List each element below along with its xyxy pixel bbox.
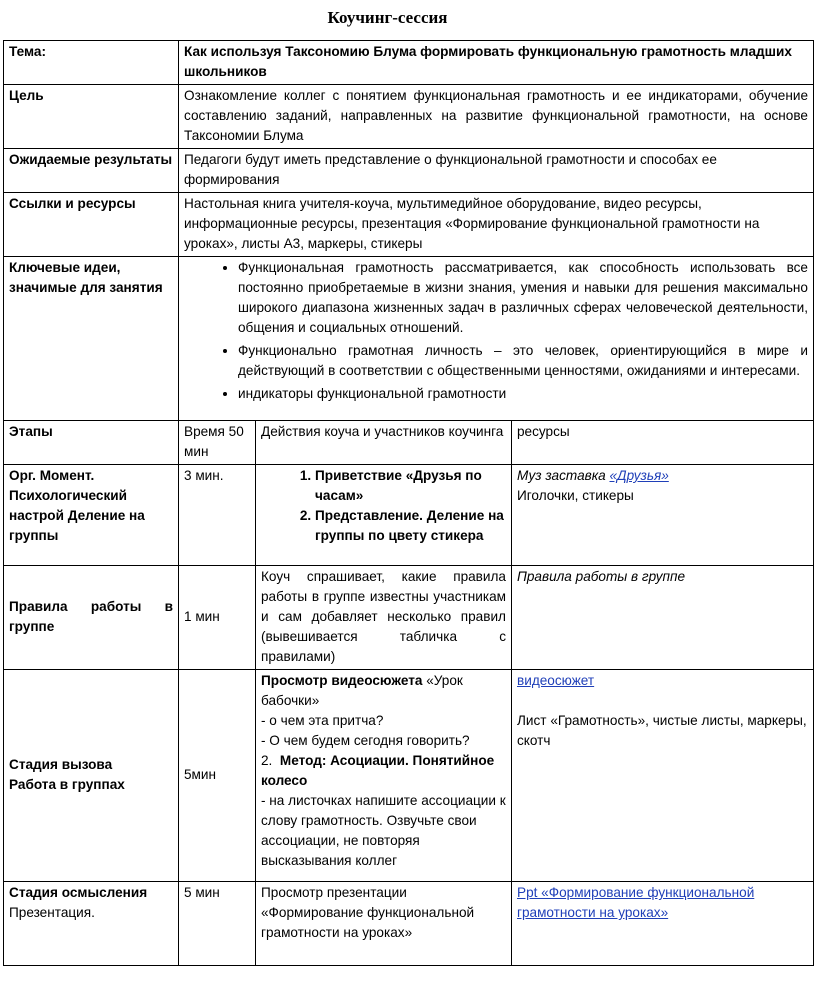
stages-header-resources: ресурсы	[512, 421, 814, 465]
resource-text: Лист «Грамотность», чистые листы, маркеры, скотч	[517, 713, 807, 748]
stage-line: Работа в группах	[9, 777, 125, 792]
stage-cell: Орг. Момент. Психологический настрой Деление на группы	[4, 465, 179, 566]
table-row	[4, 882, 814, 966]
action-heading: Метод: Асоциации. Понятийное колесо	[261, 753, 495, 788]
stage-line: Стадия вызова	[9, 757, 113, 772]
list-item: 2. Представление. Деление на группы по цвету стикера	[315, 506, 506, 546]
time-cell: 5мин	[179, 670, 256, 882]
stages-header-row	[4, 421, 814, 465]
stage-subtitle: Презентация.	[9, 905, 95, 920]
stages-header-time: Время 50 мин	[179, 421, 256, 465]
goal-value: Ознакомление коллег с понятием функциональная грамотность и ее индикаторами, обучение составлению заданий, направленных на развитие функциональной грамотности, на основе Таксономии Блума	[179, 85, 814, 149]
action-text: «Урок бабочки»	[261, 673, 463, 708]
topic-label: Тема:	[4, 41, 179, 85]
video-link[interactable]: видеосюжет	[517, 673, 595, 688]
goal-label: Цель	[4, 85, 179, 149]
table-row	[4, 670, 814, 882]
key-ideas-list	[184, 258, 808, 404]
actions-cell: Коуч спрашивает, какие правила работы в группе известны участникам и сам добавляет несколько правил (вывешивается табличка с правилами)	[256, 566, 512, 670]
resources-value: Настольная книга учителя-коуча, мультимедийное оборудование, видео ресурсы, информационные ресурсы, презентация «Формирование функциональной грамотности на уроках», листы А3, маркеры, стикеры	[179, 193, 814, 257]
action-text: - на листочках напишите ассоциации к слову грамотность. Озвучьте свои ассоциации, не повторяя высказывания коллег	[261, 793, 506, 868]
page-title: Коучинг-сессия	[327, 8, 448, 27]
time-cell: 1 мин	[179, 566, 256, 670]
coaching-session-table	[3, 40, 814, 966]
list-item: 1. Приветствие «Друзья по часам»	[315, 466, 506, 506]
list-item: • индикаторы функциональной грамотности	[238, 384, 808, 404]
resources-row	[4, 193, 814, 257]
key-ideas-row	[4, 257, 814, 421]
list-item: • Функционально грамотная личность – это человек, ориентирующийся в мире и действующий в соответствии с общественными ценностями, ожиданиями и интересами.	[238, 341, 808, 381]
friends-music-link[interactable]: «Друзья»	[609, 468, 669, 483]
presentation-link[interactable]: Ppt «Формирование функциональной грамотности на уроках»	[517, 885, 755, 920]
expected-label: Ожидаемые результаты	[4, 149, 179, 193]
resource-text: Иголочки, стикеры	[517, 488, 634, 503]
action-question: - О чем будем сегодня говорить?	[261, 733, 470, 748]
resources-label: Ссылки и ресурсы	[4, 193, 179, 257]
key-ideas-label: Ключевые идеи, значимые для занятия	[4, 257, 179, 421]
action-heading: Просмотр видеосюжета	[261, 673, 423, 688]
actions-cell: Просмотр презентации «Формирование функциональной грамотности на уроках»	[256, 882, 512, 966]
topic-row	[4, 41, 814, 85]
action-question: - о чем эта притча?	[261, 713, 384, 728]
action-number: 2.	[261, 753, 273, 768]
table-row	[4, 566, 814, 670]
resource-caption: Муз заставка	[517, 468, 610, 483]
actions-list	[261, 466, 506, 546]
time-cell: 5 мин	[179, 882, 256, 966]
stages-header-stage: Этапы	[4, 421, 179, 465]
time-cell: 3 мин.	[179, 465, 256, 566]
list-item: • Функциональная грамотность рассматривается, как способность использовать все постоянно приобретаемые в жизни знания, умения и навыки для решения максимально широкого диапазона жизненных задач в различных сферах человеческой деятельности, общения и социальных отношений.	[238, 258, 808, 338]
expected-value: Педагоги будут иметь представление о функциональной грамотности и способах ее формирования	[179, 149, 814, 193]
expected-row	[4, 149, 814, 193]
resource-text: Правила работы в группе	[512, 566, 814, 670]
table-row	[4, 465, 814, 566]
stage-cell: Правила работы в группе	[4, 566, 179, 670]
topic-value: Как используя Таксономию Блума формировать функциональную грамотность младших школьников	[179, 41, 814, 85]
stage-title: Стадия осмысления	[9, 885, 148, 900]
goal-row	[4, 85, 814, 149]
stages-header-actions: Действия коуча и участников коучинга	[256, 421, 512, 465]
